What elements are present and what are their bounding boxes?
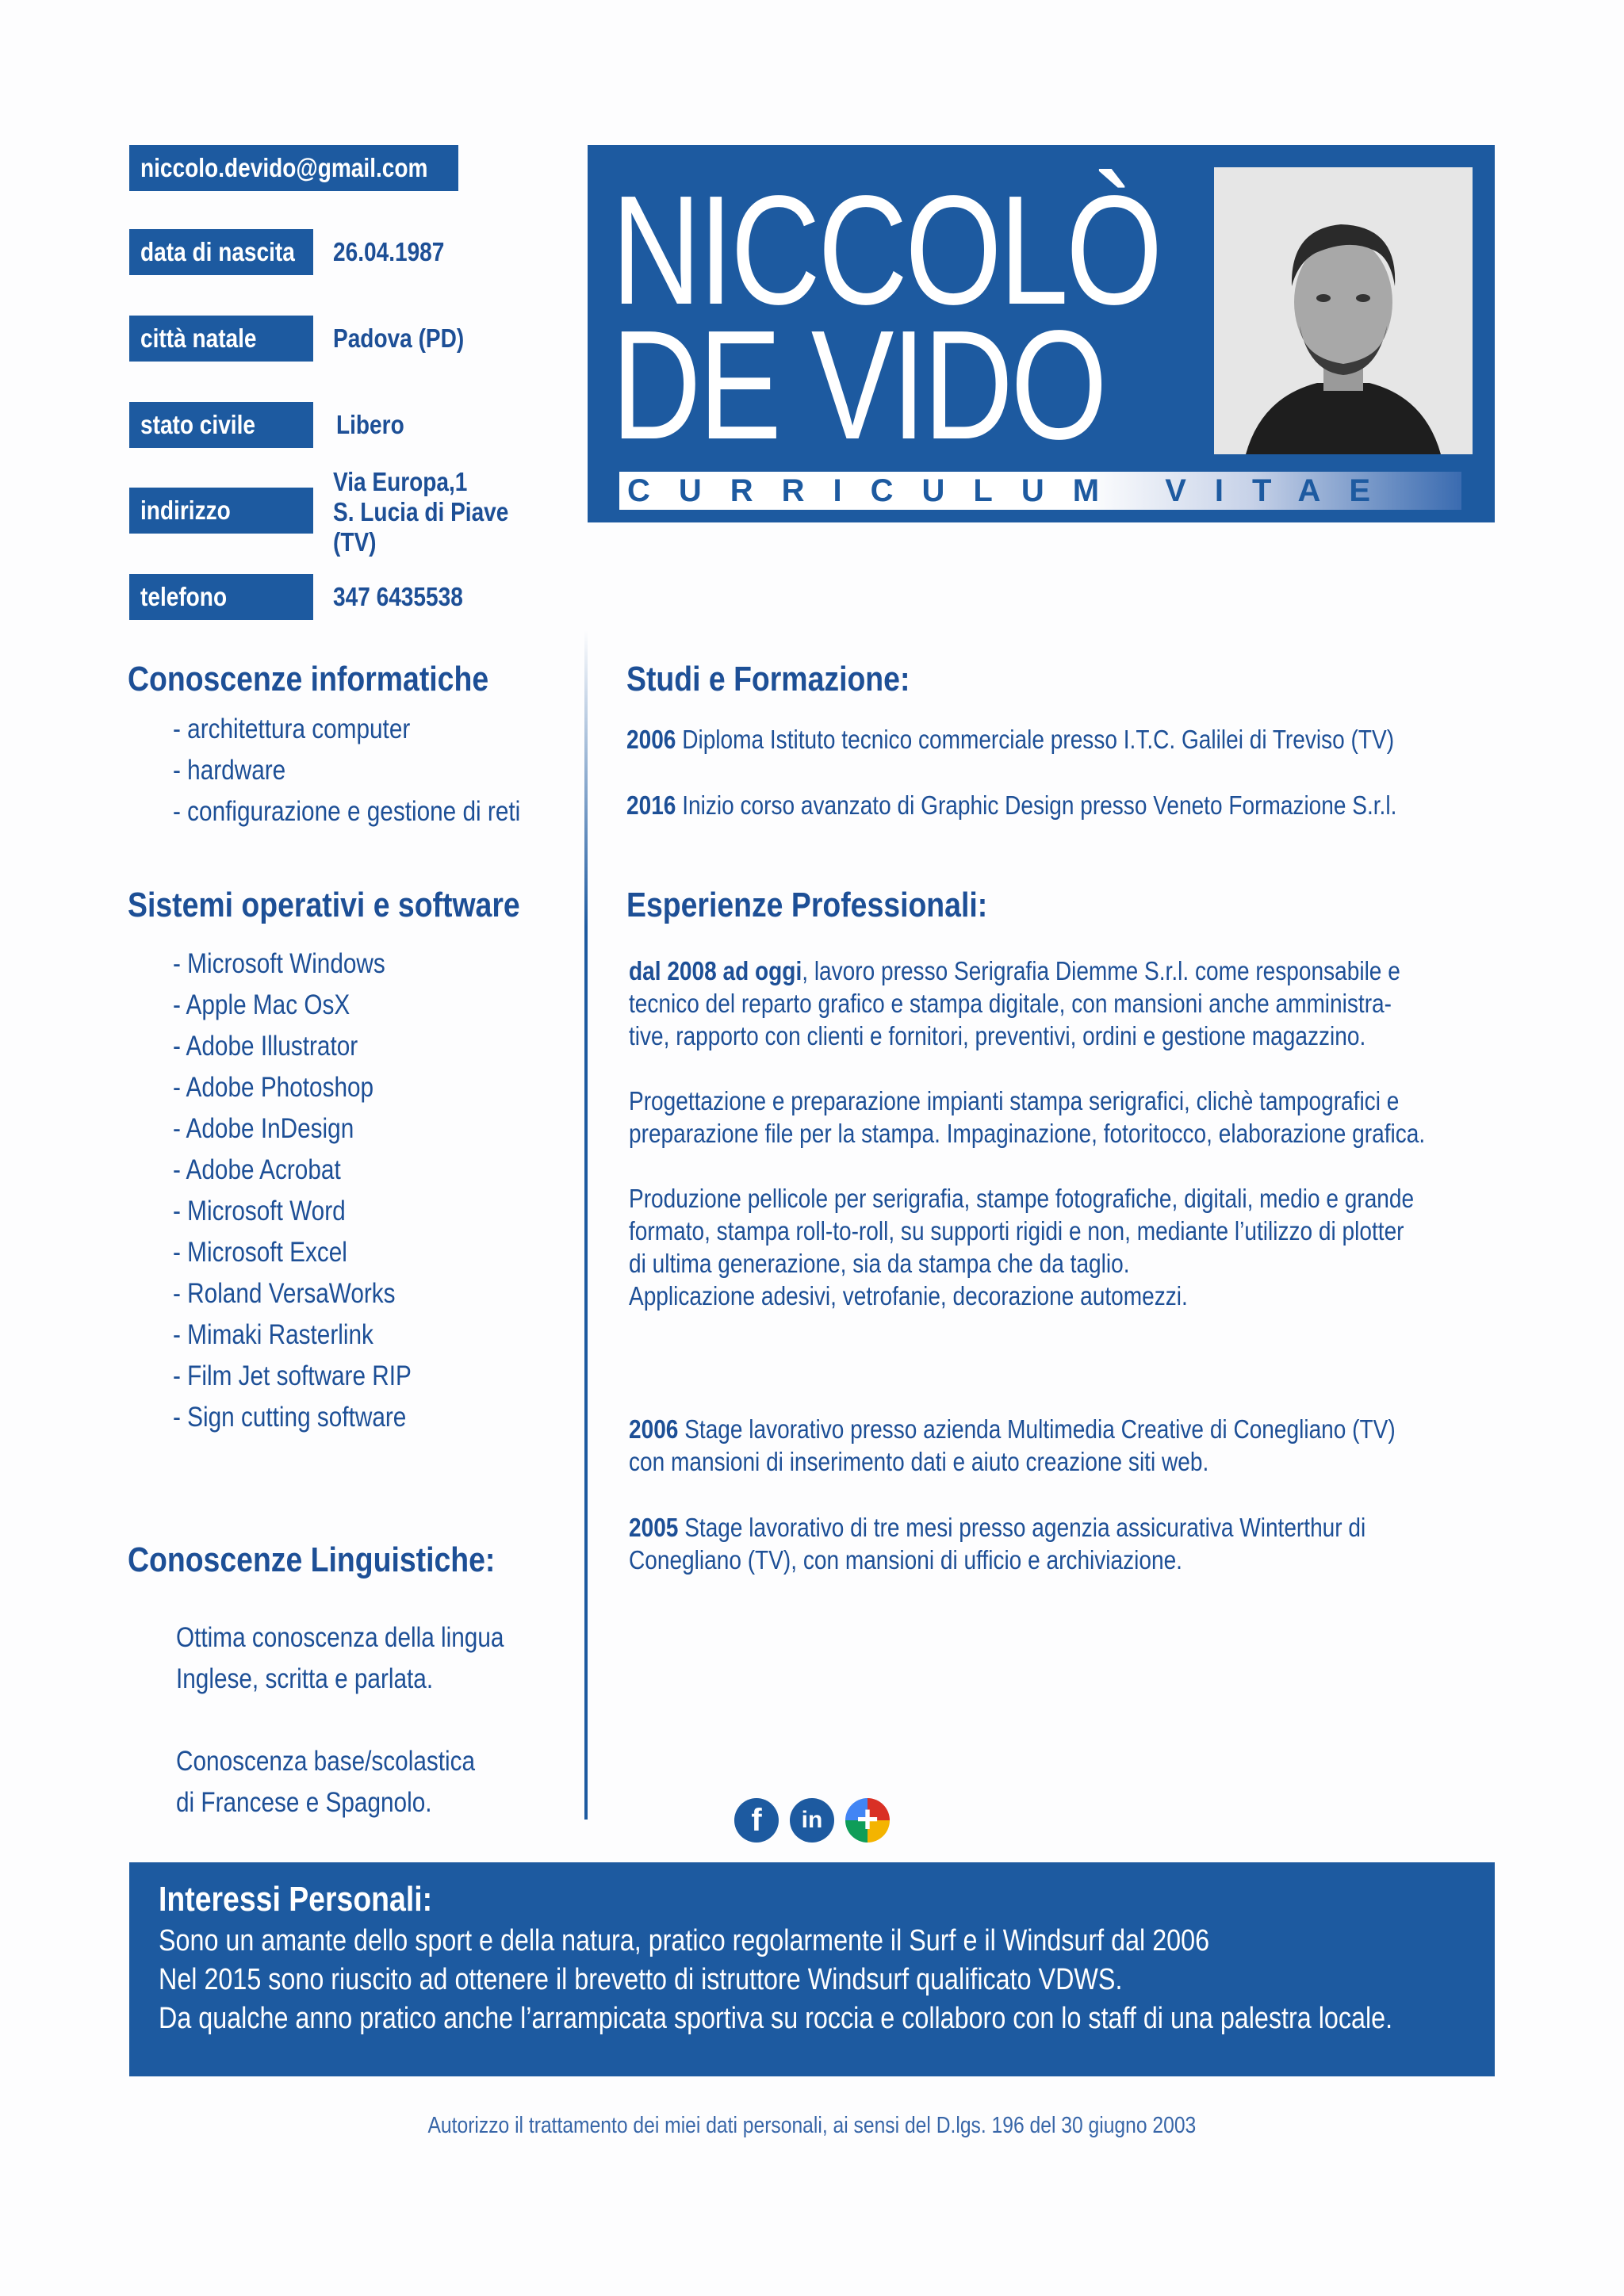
civil-status-value: Libero — [336, 410, 404, 439]
experience-stage-2005: 2005 Stage lavorativo di tre mesi presso agenzia assicurativa Winterthur di Conegliano (TV), con mansioni di ufficio e archiviazione. — [629, 1513, 1366, 1575]
it-skills-list — [173, 709, 582, 832]
list-item: - Adobe Acrobat — [173, 1154, 341, 1185]
list-item: - Film Jet software RIP — [173, 1360, 412, 1391]
education-entry: 2016 Inizio corso avanzato di Graphic Design presso Veneto Formazione S.r.l. — [626, 790, 1397, 820]
email-label[interactable]: niccolo.devido@gmail.com — [129, 145, 458, 191]
list-item: - Adobe Photoshop — [173, 1072, 374, 1103]
experience-main: dal 2008 ad oggi, lavoro presso Serigrafia Diemme S.r.l. come responsabile e tecnico del reparto grafico e stampa digitale, con mansioni anche amministra- tive, rapporto con clienti e fornitori, preventivi, ordini e gestione magazzino. — [629, 956, 1400, 1050]
column-divider — [584, 630, 588, 1820]
birth-label: data di nascita — [129, 229, 313, 275]
list-item: - configurazione e gestione di reti — [173, 796, 521, 827]
last-name: DE VIDO — [611, 298, 1105, 472]
address-value: Via Europa,1 S. Lucia di Piave (TV) — [333, 467, 509, 557]
header-panel — [588, 145, 1495, 522]
facebook-icon[interactable]: f — [734, 1798, 779, 1843]
city-label: città natale — [129, 316, 313, 362]
education-title: Studi e Formazione: — [626, 660, 910, 698]
list-item: - Sign cutting software — [173, 1402, 407, 1433]
list-item: - Apple Mac OsX — [173, 989, 350, 1020]
list-item: - Adobe Illustrator — [173, 1031, 358, 1062]
google-plus-icon[interactable]: + — [845, 1798, 890, 1843]
interests-panel — [129, 1862, 1495, 2076]
list-item: - Microsoft Excel — [173, 1237, 347, 1268]
profile-photo — [1214, 167, 1473, 454]
experience-para2: Progettazione e preparazione impianti stampa serigrafici, clichè tampografici e preparazione file per la stampa. Impaginazione, fotoritocco, elaborazione grafica. — [629, 1086, 1426, 1148]
languages-title: Conoscenze Linguistiche: — [128, 1540, 496, 1579]
list-item: - Adobe InDesign — [173, 1113, 354, 1144]
interests-title: Interessi Personali: — [159, 1880, 433, 1919]
privacy-footer: Autorizzo il trattamento dei miei dati personali, ai sensi del D.lgs. 196 del 30 giugno 2003 — [427, 2113, 1197, 2138]
linkedin-icon[interactable]: in — [790, 1798, 834, 1843]
list-item: - hardware — [173, 755, 286, 786]
it-skills-title: Conoscenze informatiche — [128, 660, 489, 698]
list-item: - Roland VersaWorks — [173, 1278, 396, 1309]
experience-title: Esperienze Professionali: — [626, 886, 988, 924]
phone-label: telefono — [129, 574, 313, 620]
list-item: - Microsoft Word — [173, 1196, 346, 1226]
interests-text: Sono un amante dello sport e della natura, pratico regolarmente il Surf e il Windsurf dal 2006 Nel 2015 sono riuscito ad ottenere il brevetto di istruttore Windsurf qualificato VDWS. Da qualche anno pratico anche l’arrampicata sportiva su roccia e collaboro con lo staff di una palestra locale. — [159, 1924, 1393, 2035]
phone-value[interactable]: 347 6435538 — [333, 582, 463, 611]
experience-stage-2006: 2006 Stage lavorativo presso azienda Multimedia Creative di Conegliano (TV) con mansioni di inserimento dati e aiuto creazione siti web. — [629, 1414, 1396, 1476]
first-name: NICCOLÒ — [611, 163, 1161, 337]
list-item: - Microsoft Windows — [173, 948, 385, 979]
subtitle-text: CURRICULUM VITAE — [627, 473, 1400, 508]
city-value: Padova (PD) — [333, 323, 465, 353]
birth-value: 26.04.1987 — [333, 237, 445, 266]
portrait-image — [1214, 167, 1473, 454]
software-list — [173, 943, 454, 1438]
education-entry: 2006 Diploma Istituto tecnico commerciale presso I.T.C. Galilei di Treviso (TV) — [626, 725, 1395, 754]
civil-status-label: stato civile — [129, 402, 313, 448]
address-label: indirizzo — [129, 488, 313, 534]
languages-text: Ottima conoscenza della lingua Inglese, scritta e parlata. Conoscenza base/scolastica di Francese e Spagnolo. — [176, 1622, 504, 1818]
experience-para3: Produzione pellicole per serigrafia, stampe fotografiche, digitali, medio e grande formato, stampa roll-to-roll, su supporti rigidi e non, mediante l’utilizzo di plotter di ultima generazione, sia da stampa che da taglio. Applicazione adesivi, vetrofanie, decorazione automezzi. — [629, 1184, 1415, 1311]
list-item: - Mimaki Rasterlink — [173, 1319, 373, 1350]
list-item: - architettura computer — [173, 714, 411, 744]
software-title: Sistemi operativi e software — [128, 886, 520, 924]
